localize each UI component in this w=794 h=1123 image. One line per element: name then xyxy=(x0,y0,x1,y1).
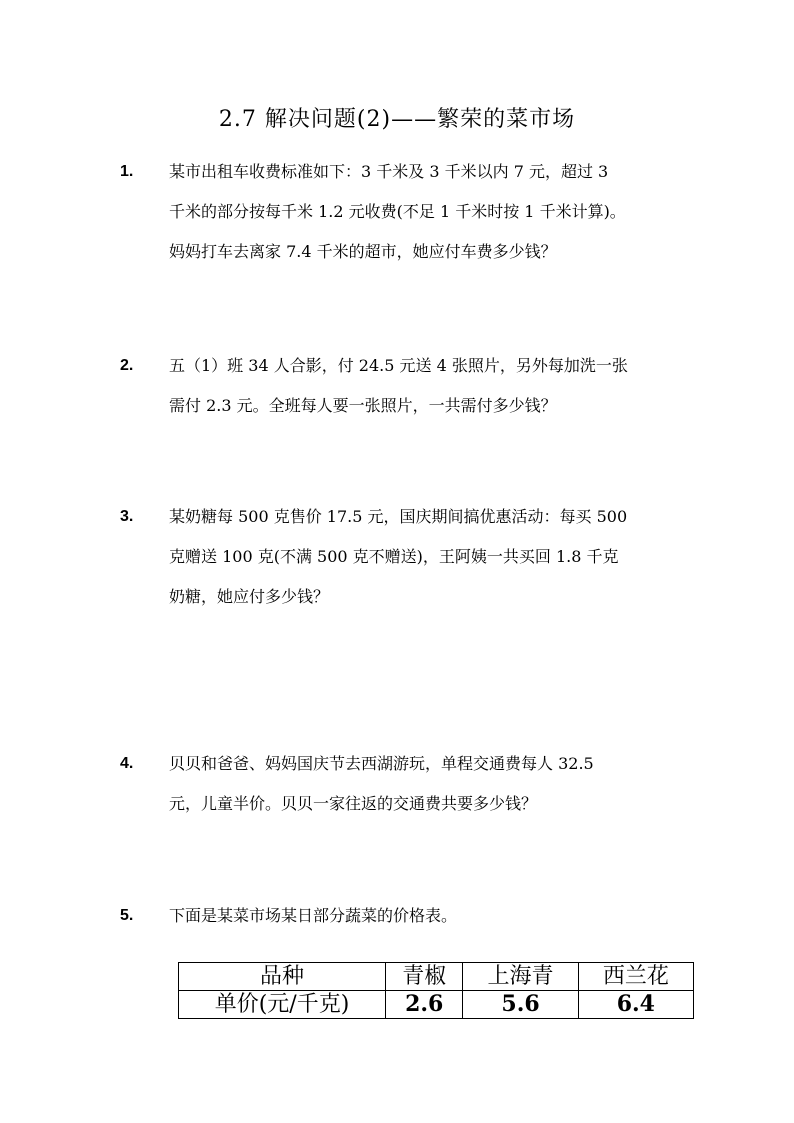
vegetable-price-table xyxy=(178,962,694,1019)
problem-line: 贝贝和爸爸、妈妈国庆节去西湖游玩，单程交通费每人 32.5 xyxy=(169,754,594,773)
table-header-label: 品种 xyxy=(179,963,386,991)
problem-line: 克赠送 100 克(不满 500 克不赠送)，王阿姨一共买回 1.8 千克 xyxy=(169,547,619,566)
table-row-label: 单价(元/千克) xyxy=(179,991,386,1019)
table-header-cell: 上海青 xyxy=(463,963,578,991)
problem-line: 某市出租车收费标准如下：3 千米及 3 千米以内 7 元，超过 3 xyxy=(169,162,609,181)
table-cell: 2.6 xyxy=(386,991,463,1019)
problem-text xyxy=(169,896,729,936)
problem-line: 某奶糖每 500 克售价 17.5 元，国庆期间搞优惠活动：每买 500 xyxy=(169,507,628,526)
table-row xyxy=(179,991,694,1019)
problem-line: 下面是某菜市场某日部分蔬菜的价格表。 xyxy=(169,906,458,925)
problem-line: 千米的部分按每千米 1.2 元收费(不足 1 千米时按 1 千米计算)。 xyxy=(169,202,626,221)
problem-text xyxy=(169,497,729,617)
problem-line: 需付 2.3 元。全班每人要一张照片，一共需付多少钱？ xyxy=(169,396,557,415)
problem-text xyxy=(169,152,729,272)
page-title: 2.7 解决问题(2)——繁荣的菜市场 xyxy=(218,107,576,132)
problem-number: 3. xyxy=(120,508,134,525)
table-header-row xyxy=(179,963,694,991)
problem-line: 妈妈打车去离家 7.4 千米的超市，她应付车费多少钱？ xyxy=(169,242,557,261)
table-cell: 5.6 xyxy=(463,991,578,1019)
problem-number: 1. xyxy=(120,163,134,180)
table-header-cell: 西兰花 xyxy=(578,963,693,991)
table-header-cell: 青椒 xyxy=(386,963,463,991)
problem-number: 4. xyxy=(120,755,134,772)
problem-text xyxy=(169,744,729,824)
problem-text xyxy=(169,346,729,426)
problem-number: 2. xyxy=(120,357,134,374)
problem-number: 5. xyxy=(120,907,134,924)
table-cell: 6.4 xyxy=(578,991,693,1019)
problem-line: 五（1）班 34 人合影，付 24.5 元送 4 张照片，另外每加洗一张 xyxy=(169,356,628,375)
problem-line: 奶糖，她应付多少钱？ xyxy=(169,587,330,606)
problem-line: 元，儿童半价。贝贝一家往返的交通费共要多少钱？ xyxy=(169,794,538,813)
